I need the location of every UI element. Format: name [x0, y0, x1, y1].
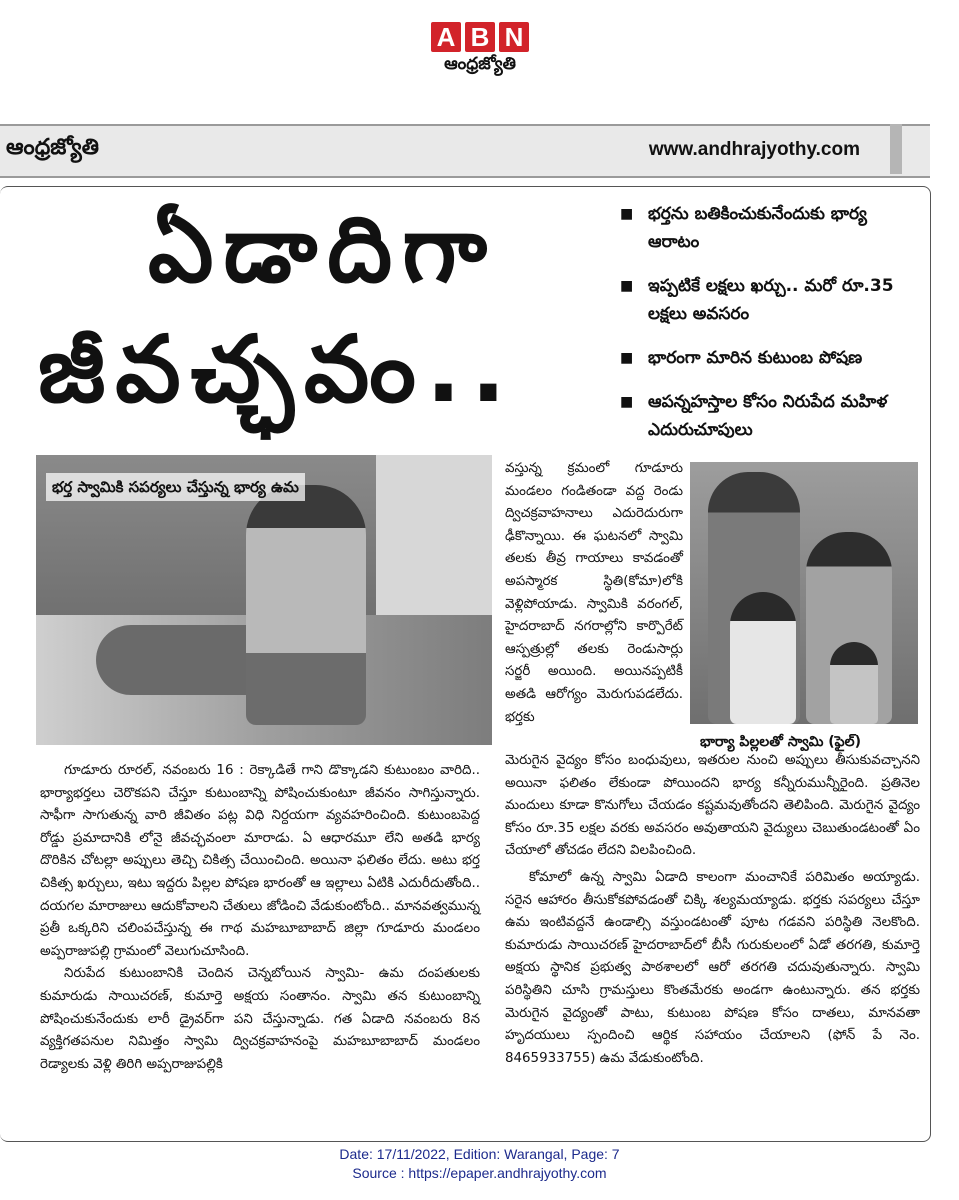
family-photo-caption: భార్యా పిల్లలతో స్వామి (ఫైల్) — [700, 734, 861, 750]
photo-caption: భర్త స్వామికి సపర్యలు చేస్తున్న భార్య ఉమ — [46, 473, 305, 501]
highlights-list — [620, 200, 920, 460]
website-url: www.andhrajyothy.com — [648, 139, 860, 160]
logo-letter-n: N — [499, 22, 529, 52]
article-paragraph: కోమాలో ఉన్న స్వామి ఏడాది కాలంగా మంచానికే పరిమితం అయ్యాడు. సరైన ఆహారం తీసుకోకపోవడంతో చిక్కి శల్యమయ్యాడు. భర్తకు సపర్యలు చేస్తూ ఉమ ఇంటివద్దనే ఉండాల్సి వస్తుండటంతో పూట గడవని పరిస్థితి నెలకొంది. కుమారుడు సాయిచరణ్‌ హైదరాబాద్‌లో బీసీ గురుకులంలో ఏడో తరగతి, కుమార్తె అక్షయ స్థానిక ప్రభుత్వ పాఠశాలలో ఆరో తరగతి చదువుతున్నారు. స్వామి పరిస్థితిని చూసి గ్రామస్తులు కొంతమేరకు అండగా ఉంటున్నారు. తన భర్తకు మెరుగైన వైద్యంతో పాటు, కుటుంబ పోషణ కోసం దాతలు, మానవతా హృదయులు స్పందించి ఆర్థిక సహాయం చేయాలని (ఫోన్‌ పే నెం. 8465933755) ఉమ వేడుకుంటోంది. — [505, 869, 920, 1066]
article-paragraph: వస్తున్న క్రమంలో గూడూరు మండలం గండితండా వద్ద రెండు ద్విచక్రవాహనాలు ఎదురెదురుగా ఢీకొన్నాయి. ఈ ఘటనలో స్వామి తలకు తీవ్ర గాయాలు కావడంతో అపస్మారక స్థితి(కోమా)లోకి వెళ్లిపోయాడు. స్వామికి వరంగల్‌, హైదరాబాద్‌ నగరాల్లోని కార్పొరేట్‌ ఆస్పత్రుల్లో తలకు రెండుసార్లు సర్జరీ అయింది. అయినప్పటికీ అతడి ఆరోగ్యం మెరుగుపడలేదు. భర్తకు — [505, 461, 683, 725]
article-column-c — [505, 750, 920, 1070]
highlight-item: ■ ఆపన్నహస్తాల కోసం నిరుపేద మహిళ ఎదురుచూపులు — [620, 388, 920, 444]
abn-logo — [427, 22, 533, 78]
masthead-band — [0, 124, 930, 178]
paper-name: ఆంధ్రజ్యోతి — [6, 135, 99, 160]
footer-source-line: Source : https://epaper.andhrajyothy.com — [352, 1165, 607, 1181]
footer-date-line: Date: 17/11/2022, Edition: Warangal, Page: 7 — [339, 1146, 620, 1162]
logo-letter-a: A — [431, 22, 461, 52]
abn-letters — [427, 22, 533, 52]
headline — [38, 190, 598, 430]
headline-line-1: ఏడాదిగా — [148, 196, 497, 303]
article-paragraph: గూడూరు రూరల్‌, నవంబరు 16 : రెక్కాడితే గాని డొక్కాడని కుటుంబం వారిది.. భార్యాభర్తలు చెరొకపని చేస్తూ కుటుంబాన్ని పోషించుకుంటూ జీవనం సాగిస్తున్నారు. సాఫీగా సాగుతున్న వారి జీవితం పట్ల విధి నిర్దయగా వ్యవహరించింది. కుటుంబపెద్ద రోడ్డు ప్రమాదానికి లోనై జీవచ్ఛవంలా మారాడు. ఏ ఆధారమూ లేని అతడి భార్య దొరికిన చోటల్లా అప్పులు తెచ్చి చికిత్స చేయించింది. అయినా ఫలితం లేదు. అటు భర్త చికిత్స ఖర్చులు, ఇటు ఇద్దరు పిల్లల పోషణ భారంతో ఆ ఇల్లాలు ఏటికి ఎదురీదుతోంది.. దయగల మారాజులు ఆదుకోవాలని చేతులు జోడించి వేడుకుంటోంది.. మానవత్వమున్న ప్రతీ ఒక్కరిని చలింపచేస్తున్న ఈ గాథ మహబూబాబాద్‌ జిల్లా గూడూరు మండలం అప్పరాజుపల్లి గ్రామంలో వెలుగుచూసింది. — [40, 763, 480, 959]
band-divider — [890, 124, 902, 174]
photo-girl — [830, 642, 878, 724]
article-paragraph: మెరుగైన వైద్యం కోసం బంధువులు, ఇతరుల నుంచి అప్పులు తీసుకువచ్చానని అయినా ఫలితం లేకుండా పోయిందని భార్య కన్నీరుమున్నీరైంది. ప్రతినెల మందులు కూడా కొనుగోలు చేయడం కష్టమవుతోందని తెలిపింది. మెరుగైన వైద్యం కోసం రూ.35 లక్షల వరకు అవసరం అవుతాయని వైద్యులు చెబుతుండటంతో ఏం చేయాలో తోచడం లేదని విలపించింది. — [505, 753, 920, 859]
article-column-b — [505, 458, 683, 729]
article-paragraph: నిరుపేద కుటుంబానికి చెందిన చెన్నబోయిన స్వామి- ఉమ దంపతులకు కుమారుడు సాయిచరణ్‌, కుమార్తె అక్షయ సంతానం. స్వామి తన కుటుంబాన్ని పోషించుకునేందుకు లారీ డ్రైవర్‌గా పని చేస్తున్నాడు. గత ఏడాది నవంబరు 8న వ్యక్తిగతపనుల నిమిత్తం స్వామి ద్విచక్రవాహనంపై మహబూబాబాద్‌ మండలం రెడ్యాలకు వెళ్లి తిరిగి అప్పరాజుపల్లికి — [40, 966, 480, 1072]
logo-letter-b: B — [465, 22, 495, 52]
article-column-a — [40, 760, 480, 1076]
highlight-item: ■ ఇప్పటికే లక్షలు ఖర్చు.. మరో రూ.35 లక్షలు అవసరం — [620, 272, 920, 328]
wife-caring-photo — [36, 455, 492, 745]
family-photo — [690, 462, 918, 724]
photo-wife — [246, 485, 366, 725]
highlight-item: ■ భారంగా మారిన కుటుంబ పోషణ — [620, 344, 920, 372]
headline-line-2: జీవచ్ఛవం.. — [38, 316, 516, 423]
logo-telugu-text: ఆంధ్రజ్యోతి — [444, 54, 516, 74]
photo-boy — [730, 592, 796, 724]
highlight-item: ■ భర్తను బతికించుకునేందుకు భార్య ఆరాటం — [620, 200, 920, 256]
